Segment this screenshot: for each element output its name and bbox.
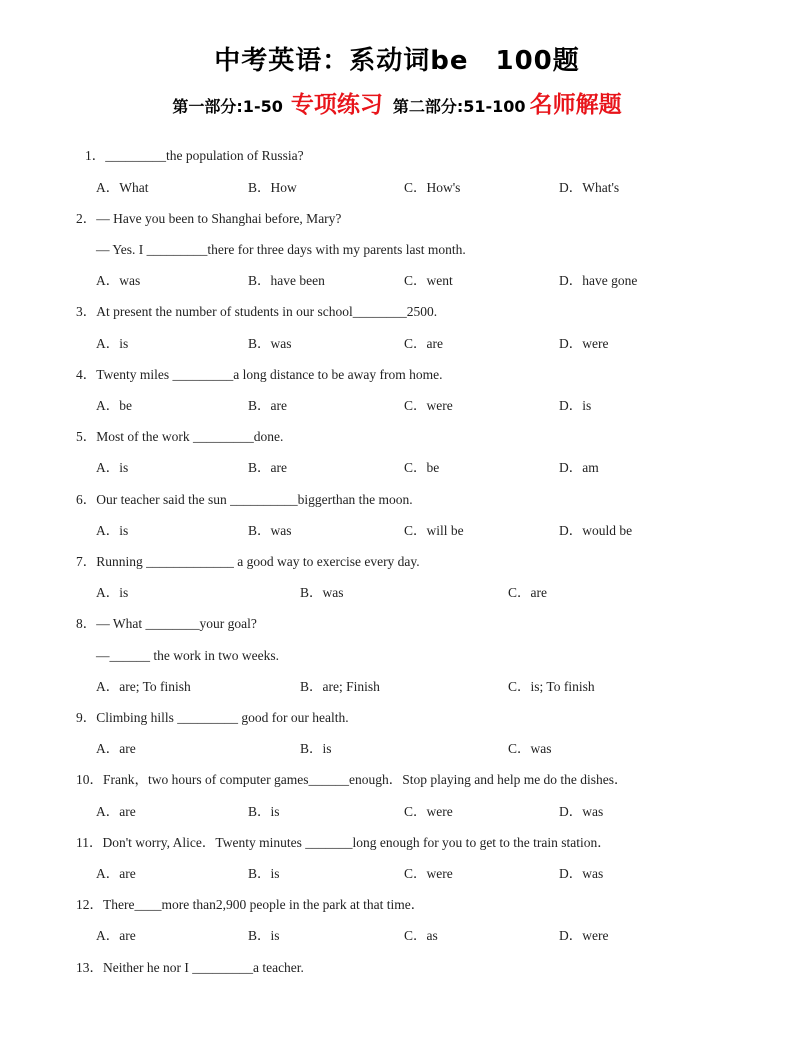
question-7-stem: 7．Running _____________ a good way to exercise every day. <box>76 554 420 569</box>
question-12-option-a[interactable]: A．are <box>96 928 136 943</box>
question-1-stem: 1．_________the population of Russia? <box>85 148 304 163</box>
question-12-stem: 12．There____more than2,900 people in the park at that time． <box>76 897 425 912</box>
question-12-option-c[interactable]: C．as <box>404 928 438 943</box>
part2-label: 第二部分:51-100 <box>392 97 526 116</box>
part1-highlight: 专项练习 <box>290 92 383 118</box>
question-3-option-a[interactable]: A．is <box>96 336 129 351</box>
question-1-option-b[interactable]: B．How <box>248 180 297 195</box>
question-3-stem: 3．At present the number of students in our school________2500. <box>76 304 438 319</box>
question-11-option-c[interactable]: C．were <box>404 866 453 881</box>
question-2-stem: 2．— Have you been to Shanghai before, Mary? <box>76 211 342 226</box>
question-11-stem: 11．Don't worry, Alice．Twenty minutes _______long enough for you to get to the train station． <box>76 835 611 850</box>
question-8-option-c[interactable]: C．is; To finish <box>508 679 595 694</box>
question-5-stem: 5．Most of the work _________done. <box>76 429 284 444</box>
question-5-option-b[interactable]: B．are <box>248 460 287 475</box>
question-5-option-d[interactable]: D．am <box>559 460 599 475</box>
question-5-option-a[interactable]: A．is <box>96 460 129 475</box>
question-6-option-c[interactable]: C．will be <box>404 523 464 538</box>
question-8-stem: 8．— What ________your goal? <box>76 616 257 631</box>
question-2-stem-2: — Yes. I _________there for three days with my parents last month. <box>96 242 466 257</box>
question-4-option-c[interactable]: C．were <box>404 398 453 413</box>
page-subtitle <box>0 86 794 119</box>
question-4-option-d[interactable]: D．is <box>559 398 592 413</box>
question-9-option-b[interactable]: B．is <box>300 741 332 756</box>
question-4-option-b[interactable]: B．are <box>248 398 287 413</box>
question-1-option-a[interactable]: A．What <box>96 180 149 195</box>
question-10-option-c[interactable]: C．were <box>404 804 453 819</box>
question-1-option-c[interactable]: C．How's <box>404 180 461 195</box>
question-8-stem-2: —______ the work in two weeks. <box>96 648 279 663</box>
question-9-option-a[interactable]: A．are <box>96 741 136 756</box>
question-6-option-d[interactable]: D．would be <box>559 523 633 538</box>
question-1-option-d[interactable]: D．What's <box>559 180 620 195</box>
question-7-option-b[interactable]: B．was <box>300 585 344 600</box>
question-8-option-a[interactable]: A．are; To finish <box>96 679 191 694</box>
question-3-option-d[interactable]: D．were <box>559 336 609 351</box>
question-13-stem: 13．Neither he nor I _________a teacher. <box>76 960 304 975</box>
question-11-option-b[interactable]: B．is <box>248 866 280 881</box>
question-6-option-a[interactable]: A．is <box>96 523 129 538</box>
question-12-option-d[interactable]: D．were <box>559 928 609 943</box>
question-3-option-c[interactable]: C．are <box>404 336 443 351</box>
page-title: 中考英语：系动词be 100题 <box>214 46 580 76</box>
question-6-stem: 6．Our teacher said the sun __________biggerthan the moon. <box>76 492 413 507</box>
part2-highlight: 名师解题 <box>529 92 622 118</box>
question-11-option-d[interactable]: D．was <box>559 866 604 881</box>
question-8-option-b[interactable]: B．are; Finish <box>300 679 380 694</box>
question-6-option-b[interactable]: B．was <box>248 523 292 538</box>
question-10-option-b[interactable]: B．is <box>248 804 280 819</box>
question-12-option-b[interactable]: B．is <box>248 928 280 943</box>
question-10-option-a[interactable]: A．are <box>96 804 136 819</box>
question-2-option-b[interactable]: B．have been <box>248 273 325 288</box>
question-11-option-a[interactable]: A．are <box>96 866 136 881</box>
part1-label: 第一部分:1-50 <box>172 97 283 116</box>
question-2-option-d[interactable]: D．have gone <box>559 273 638 288</box>
question-2-option-a[interactable]: A．was <box>96 273 141 288</box>
question-3-option-b[interactable]: B．was <box>248 336 292 351</box>
question-5-option-c[interactable]: C．be <box>404 460 440 475</box>
question-7-option-a[interactable]: A．is <box>96 585 129 600</box>
question-9-stem: 9．Climbing hills _________ good for our health. <box>76 710 349 725</box>
question-10-option-d[interactable]: D．was <box>559 804 604 819</box>
question-7-option-c[interactable]: C．are <box>508 585 547 600</box>
question-4-option-a[interactable]: A．be <box>96 398 132 413</box>
question-10-stem: 10．Frank，two hours of computer games______enough．Stop playing and help me do the dishes． <box>76 772 628 787</box>
question-2-option-c[interactable]: C．went <box>404 273 453 288</box>
question-4-stem: 4．Twenty miles _________a long distance to be away from home. <box>76 367 443 382</box>
question-9-option-c[interactable]: C．was <box>508 741 552 756</box>
